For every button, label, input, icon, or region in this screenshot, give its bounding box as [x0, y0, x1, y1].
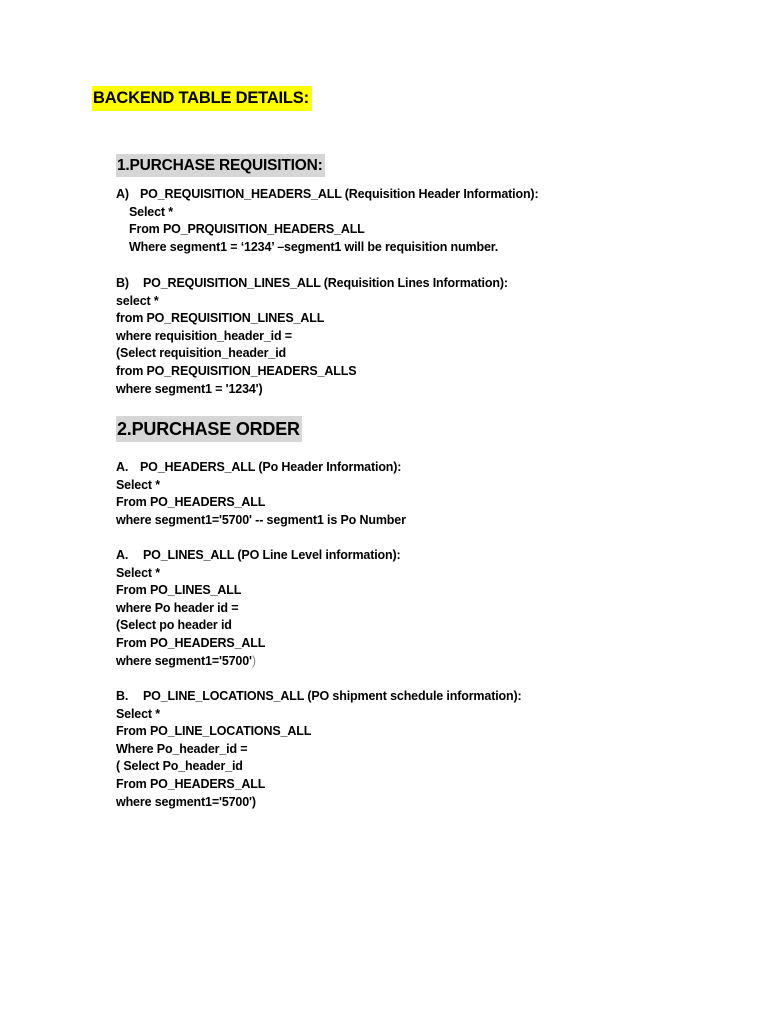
query-line: select *: [116, 293, 159, 308]
query-title: [116, 275, 508, 293]
query-line: where segment1='5700'): [116, 794, 256, 809]
query-block-po-lines: [116, 547, 401, 670]
query-title: [116, 547, 401, 565]
table-name-title: PO_REQUISITION_LINES_ALL (Requisition Lines Information):: [143, 276, 508, 290]
query-line: Where Po_header_id =: [116, 741, 248, 756]
query-line: Select *: [116, 706, 160, 721]
query-line: Select *: [116, 477, 160, 492]
query-line: [116, 653, 401, 671]
query-block-po-headers: [116, 459, 406, 529]
query-line: from PO_REQUISITION_LINES_ALL: [116, 311, 325, 326]
query-block-requisition-headers: [116, 186, 538, 256]
section-heading-purchase-requisition: 1.PURCHASE REQUISITION:: [116, 154, 325, 177]
query-line: where segment1 = '1234'): [116, 381, 263, 396]
query-title: [116, 186, 538, 204]
query-line: From PO_HEADERS_ALL: [116, 635, 266, 650]
query-block-po-line-locations: [116, 688, 522, 811]
table-name-title: PO_LINE_LOCATIONS_ALL (PO shipment schedule information):: [143, 689, 522, 703]
table-name-title: PO_HEADERS_ALL (Po Header Information):: [140, 460, 402, 474]
query-line: From PO_PRQUISITION_HEADERS_ALL: [129, 222, 365, 237]
query-line: (Select requisition_header_id: [116, 346, 287, 361]
query-title: [116, 459, 406, 477]
query-line: where Po header id =: [116, 600, 239, 615]
item-label: A.: [116, 460, 129, 474]
query-line: where requisition_header_id =: [116, 328, 292, 343]
section-heading-purchase-order: 2.PURCHASE ORDER: [116, 416, 302, 442]
item-label: B.: [116, 689, 129, 703]
item-label: A): [116, 187, 129, 201]
query-line: Select *: [116, 565, 160, 580]
page-title: BACKEND TABLE DETAILS:: [92, 86, 312, 111]
query-line: ( Select Po_header_id: [116, 759, 243, 774]
query-line-text: where segment1='5700': [116, 653, 252, 668]
query-block-requisition-lines: [116, 275, 508, 398]
query-line: Select *: [129, 204, 173, 219]
item-label: A.: [116, 548, 129, 562]
query-line: From PO_LINE_LOCATIONS_ALL: [116, 724, 312, 739]
query-line: Where segment1 = ‘1234’ –segment1 will be requisition number.: [129, 239, 499, 254]
query-line: where segment1='5700' -- segment1 is Po Number: [116, 512, 406, 527]
query-line: From PO_LINES_ALL: [116, 583, 242, 598]
query-line: From PO_HEADERS_ALL: [116, 776, 266, 791]
query-line: from PO_REQUISITION_HEADERS_ALLS: [116, 363, 357, 378]
table-name-title: PO_REQUISITION_HEADERS_ALL (Requisition Header Information):: [140, 187, 539, 201]
item-label: B): [116, 276, 129, 290]
query-line: (Select po header id: [116, 618, 232, 633]
trailing-paren: ): [251, 653, 256, 668]
table-name-title: PO_LINES_ALL (PO Line Level information):: [143, 548, 401, 562]
query-line: From PO_HEADERS_ALL: [116, 495, 266, 510]
query-title: [116, 688, 522, 706]
